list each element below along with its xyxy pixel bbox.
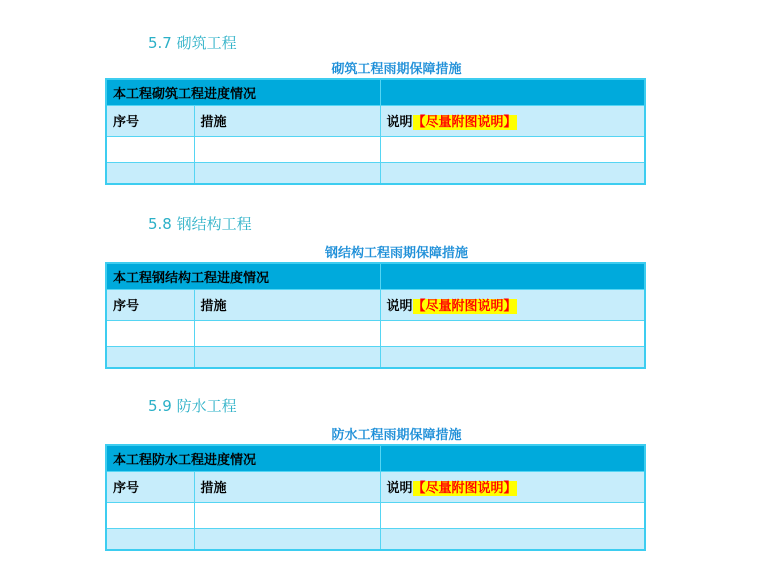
- empty-cell: [106, 528, 194, 550]
- empty-cell: [380, 136, 645, 162]
- col-header-measure: 措施: [194, 289, 380, 320]
- table-caption-masonry: 砌筑工程雨期保障措施: [331, 62, 462, 77]
- table-band-row: [106, 263, 645, 289]
- col-header-index: 序号: [106, 289, 194, 320]
- table-empty-row: [106, 320, 645, 346]
- note-label: 说明: [386, 115, 413, 130]
- empty-cell: [380, 162, 645, 184]
- empty-cell: [106, 320, 194, 346]
- col-header-index: 序号: [106, 471, 194, 502]
- empty-cell: [380, 528, 645, 550]
- table-header-row: [106, 289, 645, 320]
- table-header-row: [106, 105, 645, 136]
- progress-header-cell: 本工程钢结构工程进度情况: [106, 263, 380, 289]
- table-empty-row: [106, 528, 645, 550]
- empty-cell: [380, 320, 645, 346]
- empty-cell: [194, 136, 380, 162]
- empty-cell: [194, 346, 380, 368]
- progress-header-cell: 本工程砌筑工程进度情况: [106, 79, 380, 105]
- table-empty-row: [106, 502, 645, 528]
- measures-table-steel-structure: [105, 262, 646, 369]
- empty-cell: [106, 136, 194, 162]
- empty-cell: [380, 502, 645, 528]
- empty-cell: [194, 502, 380, 528]
- col-header-measure: 措施: [194, 471, 380, 502]
- section-heading-steel-structure: 5.8 钢结构工程: [148, 215, 252, 233]
- col-header-index: 序号: [106, 105, 194, 136]
- progress-header-empty-cell: [380, 263, 645, 289]
- progress-header-empty-cell: [380, 79, 645, 105]
- table-band-row: [106, 79, 645, 105]
- table-empty-row: [106, 346, 645, 368]
- note-label: 说明: [386, 299, 413, 314]
- note-highlight: 【尽量附图说明】: [412, 115, 517, 130]
- empty-cell: [194, 162, 380, 184]
- empty-cell: [194, 320, 380, 346]
- col-header-measure: 措施: [194, 105, 380, 136]
- empty-cell: [106, 162, 194, 184]
- measures-table-masonry: [105, 78, 646, 185]
- table-caption-waterproofing: 防水工程雨期保障措施: [331, 428, 462, 443]
- empty-cell: [106, 502, 194, 528]
- section-heading-masonry: 5.7 砌筑工程: [148, 34, 237, 52]
- progress-header-cell: 本工程防水工程进度情况: [106, 445, 380, 471]
- table-header-row: [106, 471, 645, 502]
- table-empty-row: [106, 162, 645, 184]
- table-band-row: [106, 445, 645, 471]
- measures-table-waterproofing: [105, 444, 646, 551]
- col-header-note: [380, 471, 645, 502]
- table-caption-steel-structure: 钢结构工程雨期保障措施: [324, 246, 468, 261]
- table-empty-row: [106, 136, 645, 162]
- empty-cell: [380, 346, 645, 368]
- progress-header-empty-cell: [380, 445, 645, 471]
- note-highlight: 【尽量附图说明】: [412, 299, 517, 314]
- empty-cell: [194, 528, 380, 550]
- note-label: 说明: [386, 481, 413, 496]
- col-header-note: [380, 105, 645, 136]
- col-header-note: [380, 289, 645, 320]
- section-heading-waterproofing: 5.9 防水工程: [148, 397, 237, 415]
- note-highlight: 【尽量附图说明】: [412, 481, 517, 496]
- empty-cell: [106, 346, 194, 368]
